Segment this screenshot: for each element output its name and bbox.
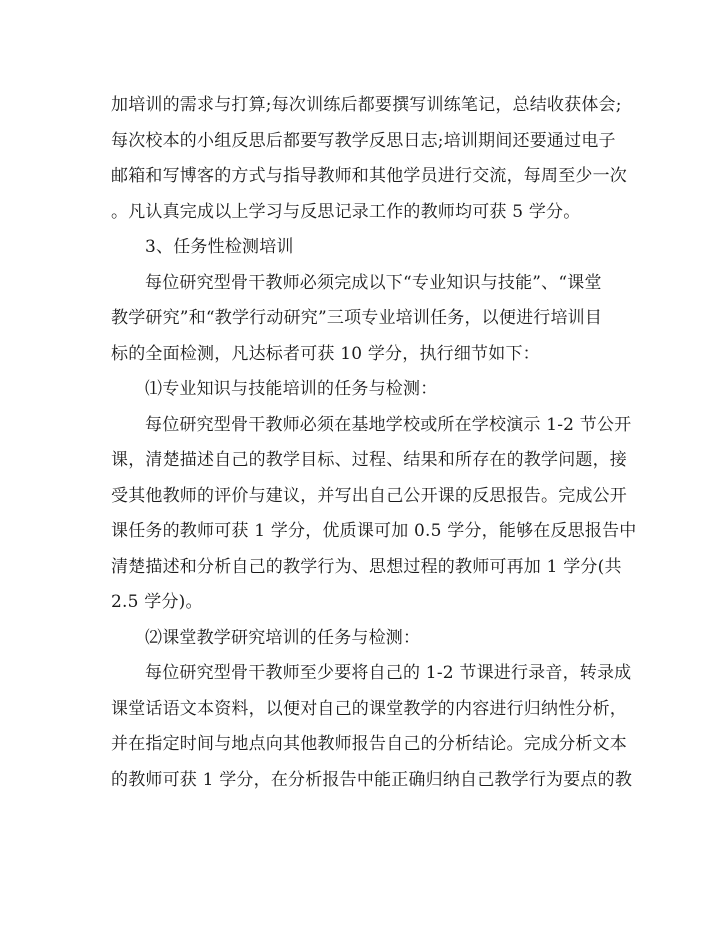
text-line-18: 课堂话语文本资料，以便对自己的课堂教学的内容进行归纳性分析， bbox=[111, 698, 627, 719]
text-line-3: 邮箱和写博客的方式与指导教师和其他学员进行交流，每周至少一次 bbox=[111, 166, 627, 186]
text-line-11: 课，清楚描述自己的教学目标、过程、结果和所存在的教学问题，接 bbox=[111, 450, 627, 470]
text-line-7: 教学研究”和“教学行动研究”三项专业培训任务，以便进行培训目 bbox=[111, 308, 603, 328]
text-line-1: 加培训的需求与打算;每次训练后都要撰写训练笔记，总结收获体会; bbox=[111, 95, 622, 115]
subheading-professional-knowledge: ⑴专业知识与技能培训的任务与检测： bbox=[145, 379, 438, 399]
subheading-classroom-research: ⑵课堂教学研究培训的任务与检测： bbox=[145, 627, 421, 648]
text-line-17: 每位研究型骨干教师至少要将自己的 1-2 节课进行录音，转录成 bbox=[145, 663, 632, 683]
text-line-19: 并在指定时间与地点向其他教师报告自己的分析结论。完成分析文本 bbox=[111, 734, 627, 754]
document-body bbox=[111, 88, 637, 798]
text-line-10: 每位研究型骨干教师必须在基地学校或所在学校演示 1-2 节公开 bbox=[145, 414, 632, 435]
text-line-8: 标的全面检测，凡达标者可获 10 学分，执行细节如下： bbox=[111, 343, 540, 364]
text-line-14: 清楚描述和分析自己的教学行为、思想过程的教师可再加 1 学分(共 bbox=[111, 556, 622, 577]
text-line-15: 2.5 学分)。 bbox=[111, 592, 203, 612]
text-line-4: 。凡认真完成以上学习与反思记录工作的教师均可获 5 学分。 bbox=[111, 201, 581, 222]
section-heading-task-testing: 3、任务性检测培训 bbox=[145, 237, 294, 257]
text-line-13: 课任务的教师可获 1 学分，优质课可加 0.5 学分，能够在反思报告中 bbox=[111, 521, 637, 541]
text-line-6: 每位研究型骨干教师必须完成以下“专业知识与技能”、“课堂 bbox=[145, 272, 602, 293]
text-line-20: 的教师可获 1 学分，在分析报告中能正确归纳自己教学行为要点的教 bbox=[111, 769, 633, 790]
text-line-12: 受其他教师的评价与建议，并写出自己公开课的反思报告。完成公开 bbox=[111, 485, 627, 506]
text-line-2: 每次校本的小组反思后都要写教学反思日志;培训期间还要通过电子 bbox=[111, 130, 616, 151]
